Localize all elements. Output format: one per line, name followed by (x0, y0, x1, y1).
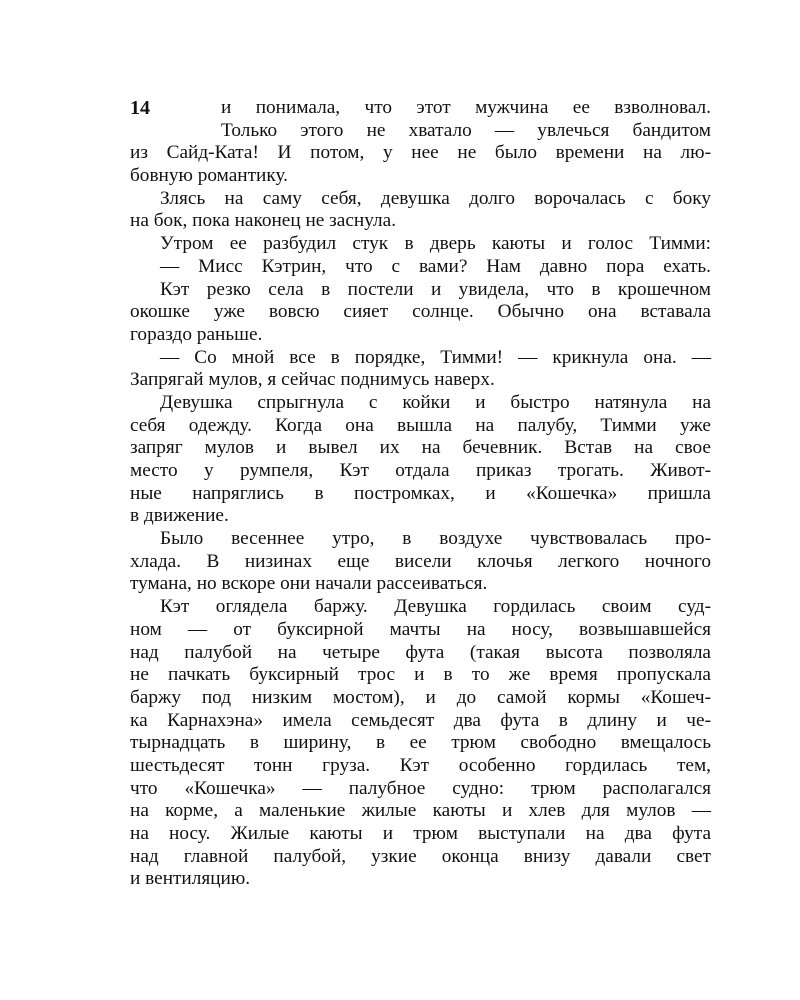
text-line-14: Девушка спрыгнула с койки и быстро натянула на (160, 391, 711, 413)
text-line-3: из Сайд-Ката! И потом, у нее не было времени на лю- (130, 142, 711, 164)
text-line-7: Утром ее разбудил стук в дверь каюты и голос Тимми: (160, 233, 711, 255)
text-line-20: Было весеннее утро, в воздухе чувствовалась про- (160, 528, 711, 550)
text-line-34: над главной палубой, узкие оконца внизу давали свет (130, 845, 711, 867)
text-line-25: над палубой на четыре фута (такая высота позволяла (130, 641, 711, 663)
text-line-27: баржу под низким мостом), и до самой кормы «Кошеч- (130, 686, 711, 708)
text-line-21: хлада. В низинах еще висели клочья легкого ночного (130, 550, 711, 572)
text-line-30: шестьдесят тонн груза. Кэт особенно гордилась тем, (130, 754, 711, 776)
text-line-4: бовную романтику. (130, 165, 288, 187)
text-line-31: что «Кошечка» — палубное судно: трюм располагался (130, 777, 711, 799)
text-line-23: Кэт оглядела баржу. Девушка гордилась своим суд- (160, 596, 711, 618)
text-line-1-content: и понимала, что этот мужчина ее взволновал. (221, 97, 711, 118)
text-line-29: тырнадцать в ширину, в ее трюм свободно вмещалось (130, 732, 711, 754)
text-line-24: ном — от буксирной мачты на носу, возвышавшейся (130, 618, 711, 640)
text-line-22: тумана, но вскоре они начали рассеиваться. (130, 573, 488, 595)
text-line-35: и вентиляцию. (130, 868, 251, 890)
text-line-17: место у румпеля, Кэт отдала приказ трогать. Живот- (130, 460, 711, 481)
text-line-28: ка Карнахэна» имела семьдесят два фута в длину и че- (130, 709, 711, 731)
text-line-8: — Мисс Кэтрин, что с вами? Нам давно пора ехать. (160, 255, 711, 277)
text-line-10: окошке уже вовсю сияет солнце. Обычно она вставала (130, 301, 711, 323)
text-line-2: Только этого не хватало — увлечься бандитом (221, 119, 711, 141)
text-line-1 (130, 97, 711, 120)
text-line-32: на корме, а маленькие жилые каюты и хлев для мулов — (130, 800, 711, 822)
text-line-15: себя одежду. Когда она вышла на палубу, Тимми уже (130, 414, 711, 436)
text-line-33: на носу. Жилые каюты и трюм выступали на два фута (130, 823, 711, 844)
text-line-13: Запрягай мулов, я сейчас поднимусь наверх. (130, 369, 495, 391)
text-line-18: ные напряглись в постромках, и «Кошечка» пришла (130, 482, 711, 504)
text-line-19: в движение. (130, 505, 229, 527)
text-line-16: запряг мулов и вывел их на бечевник. Встав на свое (130, 437, 711, 459)
text-line-9: Кэт резко села в постели и увидела, что в крошечном (160, 278, 711, 300)
text-line-5: Злясь на саму себя, девушка долго ворочалась с боку (160, 187, 711, 209)
page-text (130, 97, 711, 891)
text-line-12: — Со мной все в порядке, Тимми! — крикнула она. — (160, 346, 711, 368)
text-line-26: не пачкать буксирный трос и в то же время пропускала (130, 664, 711, 686)
text-line-6: на бок, пока наконец не заснула. (130, 210, 397, 232)
text-line-11: гораздо раньше. (130, 323, 263, 345)
page-number: 14 (130, 97, 150, 119)
